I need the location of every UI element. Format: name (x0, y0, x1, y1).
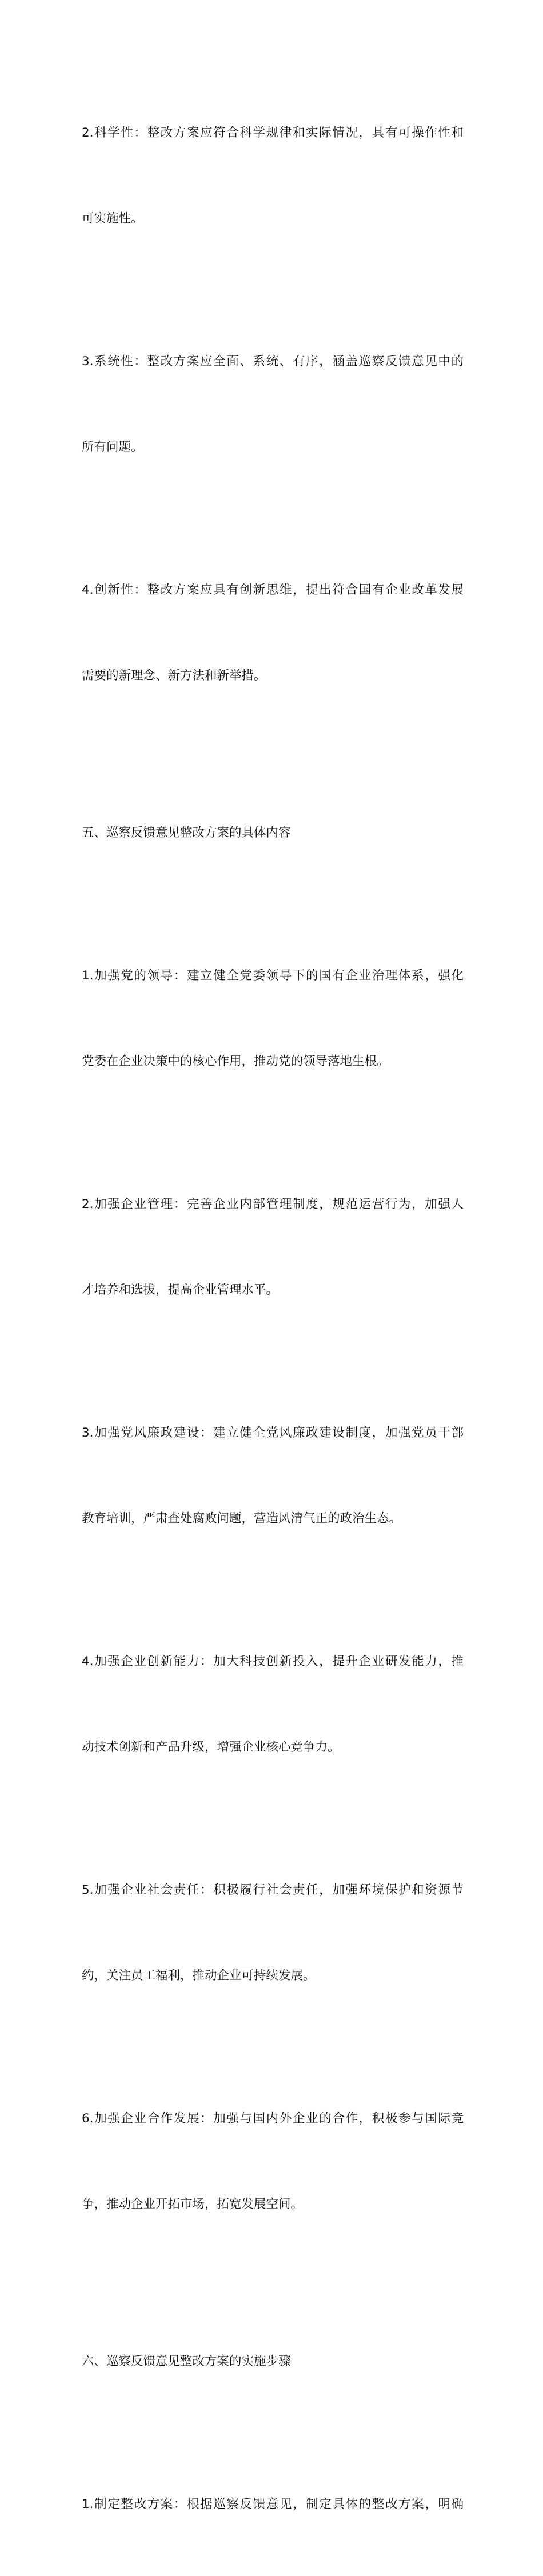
paragraph-line: 4.加强企业创新能力：加大科技创新投入，提升企业研发能力，推 (82, 1654, 464, 1669)
paragraph-line: 教育培训，严肃查处腐败问题，营造风清气正的政治生态。 (82, 1511, 402, 1526)
paragraph-clean-governance (82, 1362, 464, 1590)
section-heading-six (82, 2290, 464, 2433)
paragraph-line: 争，推动企业开拓市场，拓宽发展空间。 (82, 2197, 304, 2211)
paragraph-line: 党委在企业决策中的核心作用，推动党的领导落地生根。 (82, 1054, 389, 1069)
paragraph-line: 3.加强党风廉政建设：建立健全党风廉政建设制度，加强党员干部 (82, 1426, 464, 1440)
heading-line: 五、巡察反馈意见整改方案的具体内容 (82, 826, 291, 840)
paragraph-systematic (82, 290, 464, 519)
paragraph-line: 才培养和选拔，提高企业管理水平。 (82, 1283, 279, 1297)
paragraph-social-responsibility (82, 1819, 464, 2047)
paragraph-line: 约，关注员工福利，推动企业可持续发展。 (82, 1969, 316, 1983)
paragraph-line: 所有问题。 (82, 440, 143, 454)
paragraph-line: 需要的新理念、新方法和新举措。 (82, 669, 266, 683)
paragraph-innovation-capability (82, 1590, 464, 1819)
paragraph-cooperation (82, 2047, 464, 2276)
paragraph-scientific (82, 62, 464, 290)
paragraph-line: 动技术创新和产品升级，增强企业核心竞争力。 (82, 1740, 340, 1754)
paragraph-line: 2.科学性：整改方案应符合科学规律和实际情况，具有可操作性和 (82, 126, 464, 140)
paragraph-party-leadership (82, 905, 464, 1133)
paragraph-enterprise-management (82, 1133, 464, 1362)
paragraph-line: 5.加强企业社会责任：积极履行社会责任，加强环境保护和资源节 (82, 1883, 464, 1897)
paragraph-line: 1.制定整改方案：根据巡察反馈意见，制定具体的整改方案，明确 (82, 2497, 464, 2511)
heading-line: 六、巡察反馈意见整改方案的实施步骤 (82, 2354, 291, 2369)
paragraph-line: 6.加强企业合作发展：加强与国内外企业的合作，积极参与国际竞 (82, 2111, 464, 2126)
paragraph-formulate-plan (82, 2433, 464, 2576)
document-body (82, 62, 464, 2576)
paragraph-line: 4.创新性：整改方案应具有创新思维，提出符合国有企业改革发展 (82, 583, 464, 597)
paragraph-line: 可实施性。 (82, 211, 143, 226)
paragraph-line: 3.系统性：整改方案应全面、系统、有序，涵盖巡察反馈意见中的 (82, 354, 464, 369)
paragraph-line: 2.加强企业管理：完善企业内部管理制度，规范运营行为，加强人 (82, 1197, 464, 1211)
section-heading-five (82, 762, 464, 905)
paragraph-line: 1.加强党的领导：建立健全党委领导下的国有企业治理体系，强化 (82, 969, 464, 983)
paragraph-innovative (82, 519, 464, 747)
